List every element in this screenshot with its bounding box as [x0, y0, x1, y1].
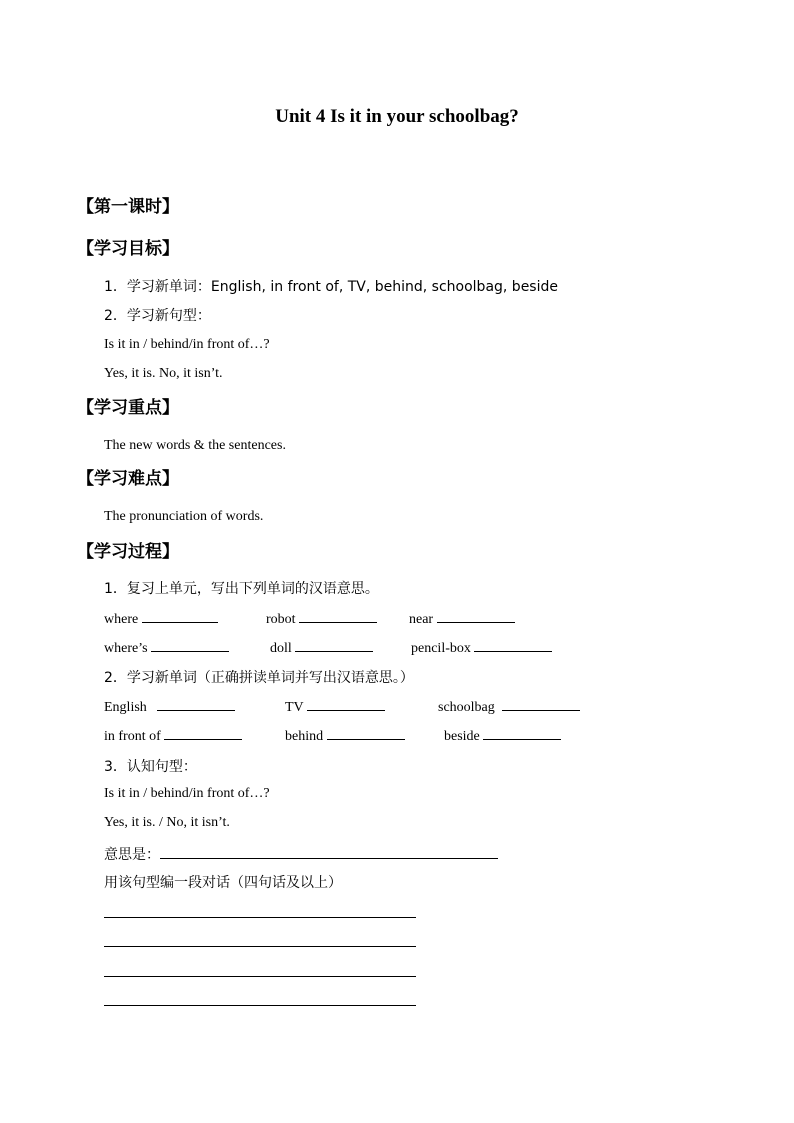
review-word-where: where: [104, 610, 218, 628]
objective-item-1: 1．学习新单词：English, in front of, TV, behind, schoolbag, beside: [104, 279, 558, 295]
dialogue-answer-line[interactable]: [104, 1005, 416, 1006]
process-step-3: 3．认知句型：: [104, 759, 197, 775]
answer-blank[interactable]: [307, 698, 385, 711]
objective-pattern-answer: Yes, it is. No, it isn’t.: [104, 366, 223, 381]
review-word-doll: doll: [270, 639, 373, 657]
meaning-row: [104, 844, 498, 864]
answer-blank[interactable]: [151, 639, 229, 652]
answer-blank[interactable]: [474, 639, 552, 652]
page-title: Unit 4 Is it in your schoolbag?: [275, 106, 519, 127]
key-points-text: The new words & the sentences.: [104, 438, 286, 453]
process-pattern-question: Is it in / behind/in front of…?: [104, 786, 270, 801]
objective-item-2: 2．学习新句型：: [104, 308, 211, 324]
new-word-beside: beside: [444, 727, 561, 745]
new-word-tv: TV: [285, 698, 385, 716]
process-step-2: 2．学习新单词（正确拼读单词并写出汉语意思。）: [104, 670, 414, 686]
dialogue-answer-line[interactable]: [104, 946, 416, 947]
review-word-pencil-box: pencil-box: [411, 639, 552, 657]
answer-blank[interactable]: [502, 698, 580, 711]
answer-blank[interactable]: [299, 610, 377, 623]
section-difficulties: 【学习难点】: [77, 469, 179, 489]
section-process: 【学习过程】: [77, 542, 179, 562]
process-pattern-answer: Yes, it is. / No, it isn’t.: [104, 815, 230, 830]
dialogue-answer-line[interactable]: [104, 917, 416, 918]
answer-blank[interactable]: [327, 727, 405, 740]
review-word-wheres: where’s: [104, 639, 229, 657]
answer-blank[interactable]: [142, 610, 218, 623]
answer-blank[interactable]: [164, 727, 242, 740]
section-objectives: 【学习目标】: [77, 239, 179, 259]
answer-blank[interactable]: [157, 698, 235, 711]
review-word-near: near: [409, 610, 515, 628]
process-step-1: 1．复习上单元，写出下列单词的汉语意思。: [104, 581, 379, 597]
section-lesson: 【第一课时】: [77, 197, 179, 217]
new-word-schoolbag: schoolbag: [438, 698, 580, 716]
meaning-blank[interactable]: [160, 846, 498, 859]
new-word-in-front-of: in front of: [104, 727, 242, 745]
answer-blank[interactable]: [437, 610, 515, 623]
section-key-points: 【学习重点】: [77, 398, 179, 418]
difficulties-text: The pronunciation of words.: [104, 509, 264, 524]
answer-blank[interactable]: [483, 727, 561, 740]
new-word-behind: behind: [285, 727, 405, 745]
dialogue-answer-line[interactable]: [104, 976, 416, 977]
new-word-english: English: [104, 698, 235, 716]
answer-blank[interactable]: [295, 639, 373, 652]
dialogue-prompt: 用该句型编一段对话（四句话及以上）: [104, 875, 342, 891]
objective-pattern-question: Is it in / behind/in front of…?: [104, 337, 270, 352]
review-word-robot: robot: [266, 610, 377, 628]
meaning-label: 意思是：: [104, 847, 160, 863]
